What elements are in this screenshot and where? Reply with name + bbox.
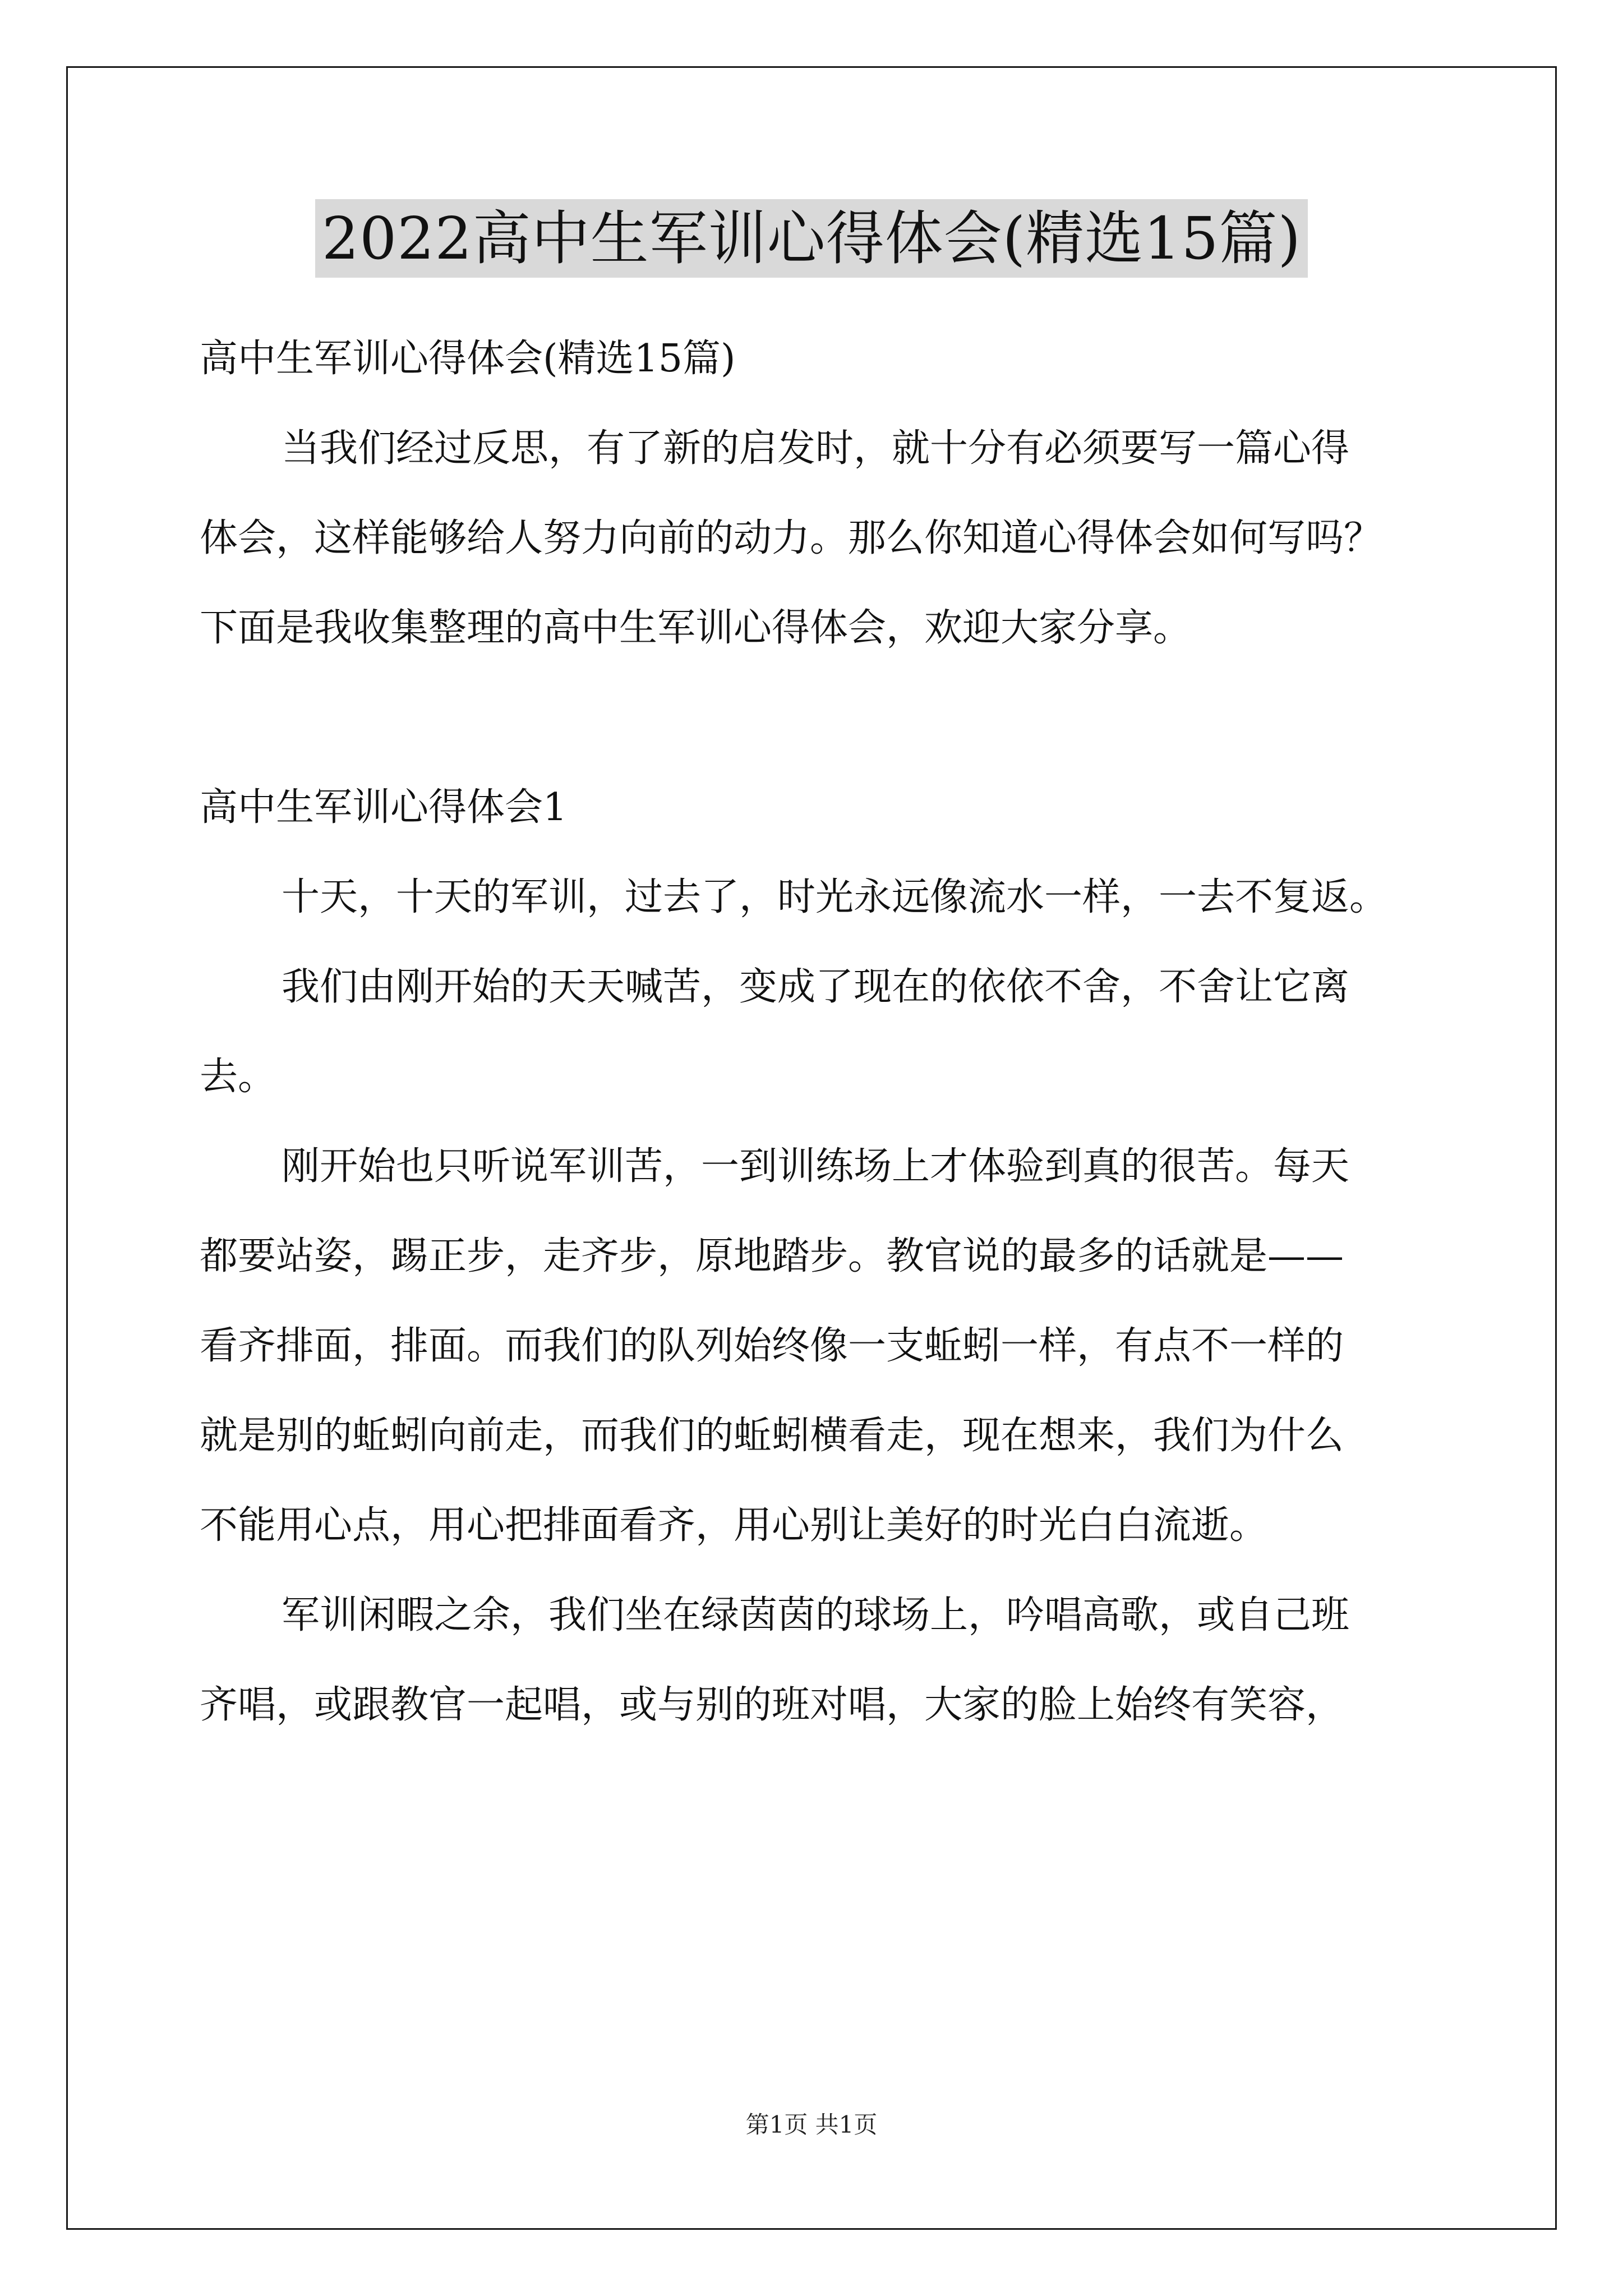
paragraph-line: 齐唱，或跟教官一起唱，或与别的班对唱，大家的脸上始终有笑容， — [200, 1683, 1344, 1727]
intro-line: 下面是我收集整理的高中生军训心得体会，欢迎大家分享。 — [200, 606, 1192, 650]
paragraph-line: 十天，十天的军训，过去了，时光永远像流水一样，一去不复返。 — [282, 875, 1388, 919]
paragraph-line: 军训闲暇之余，我们坐在绿茵茵的球场上，吟唱高歌，或自己班 — [282, 1593, 1350, 1637]
paragraph-line: 不能用心点，用心把排面看齐，用心别让美好的时光白白流逝。 — [200, 1503, 1268, 1548]
paragraph-line: 就是别的蚯蚓向前走，而我们的蚯蚓横看走，现在想来，我们为什么 — [200, 1414, 1344, 1458]
title-container — [0, 199, 1623, 278]
paragraph-line: 看齐排面，排面。而我们的队列始终像一支蚯蚓一样，有点不一样的 — [200, 1324, 1344, 1368]
document-title: 2022高中生军训心得体会(精选15篇) — [315, 199, 1308, 278]
intro-line: 体会，这样能够给人努力向前的动力。那么你知道心得体会如何写吗？ — [200, 516, 1382, 560]
paragraph-line: 我们由刚开始的天天喊苦，变成了现在的依依不舍，不舍让它离 — [282, 965, 1350, 1009]
subtitle: 高中生军训心得体会(精选15篇) — [200, 337, 736, 381]
document-body — [200, 314, 1433, 1750]
paragraph-line: 都要站姿，踢正步，走齐步，原地踏步。教官说的最多的话就是—— — [200, 1234, 1344, 1278]
blank-line — [200, 673, 1433, 763]
paragraph-line: 去。 — [200, 1055, 276, 1099]
page-footer: 第1页 共1页 — [745, 2111, 878, 2138]
paragraph-line: 刚开始也只听说军训苦，一到训练场上才体验到真的很苦。每天 — [282, 1144, 1350, 1189]
intro-line: 当我们经过反思，有了新的启发时，就十分有必须要写一篇心得 — [282, 426, 1350, 471]
section-heading: 高中生军训心得体会1 — [200, 785, 568, 830]
